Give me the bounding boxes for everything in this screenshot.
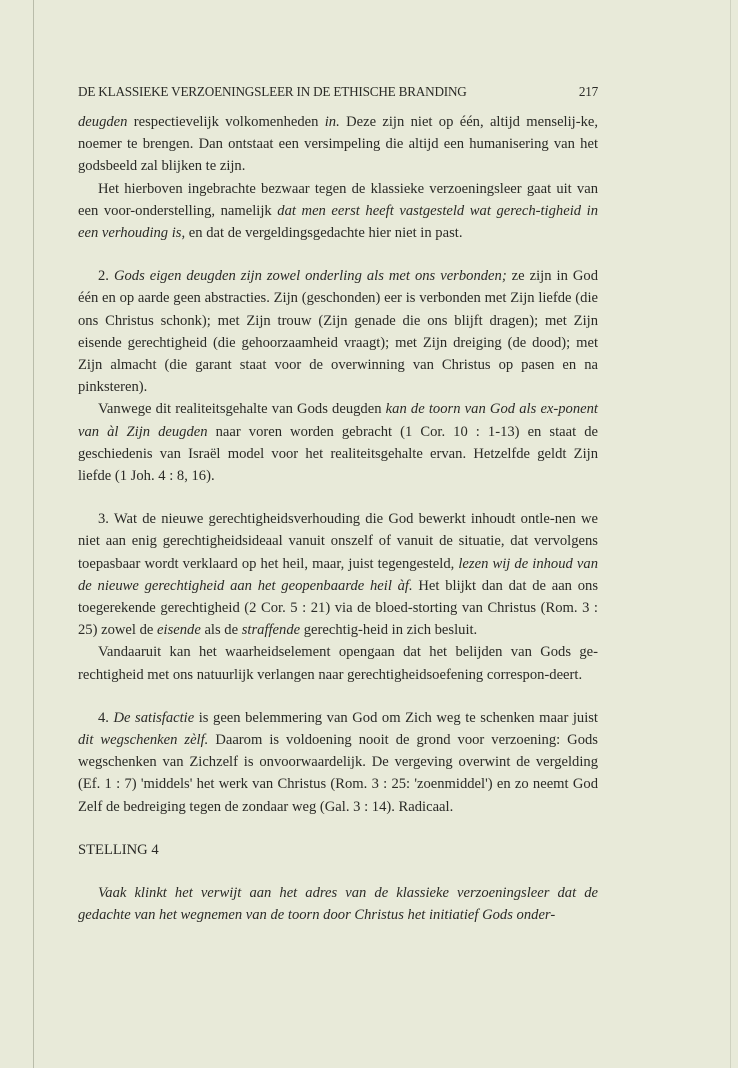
paragraph-1-italic-2: in. (324, 114, 340, 130)
section-gap (78, 861, 598, 882)
paragraph-6-text-1: Vandaaruit kan het waarheidselement opengaan dat het belijden van Gods ge-rechtigheid met ons natuurlijk verlangen naar gerechtigheidsoefening correspon-deert. (78, 644, 598, 683)
paragraph-3-italic-1: Gods eigen deugden zijn zowel onderling als met ons verbonden; (113, 268, 507, 285)
paragraph-4-text-1: Vanwege dit realiteitsgehalte van Gods deugden (98, 401, 386, 418)
paragraph-7-text-2: is geen belemmering van God om Zich weg te schenken maar juist (194, 709, 598, 726)
paragraph-2-text-1: Het hierboven ingebrachte bezwaar tegen de klassieke verzoeningsleer gaat uit van een voor-onderstelling, namelijk (78, 180, 598, 219)
paragraph-6 (78, 641, 598, 685)
paragraph-5-italic-1: lezen wij de inhoud van de nieuwe gerechtigheid aan het geopenbaarde heil àf. (78, 555, 598, 594)
paragraph-1-text-1: respectievelijk volkomenheden (127, 114, 325, 130)
page-edge-left (33, 0, 34, 1068)
paragraph-3 (78, 265, 598, 398)
paragraph-3-text-1: 2. (98, 268, 114, 285)
paragraph-4 (78, 398, 598, 487)
paragraph-2 (78, 178, 598, 245)
paragraph-8 (78, 882, 598, 926)
paragraph-8-italic-1: Vaak klinkt het verwijt aan het adres van de klassieke verzoeningsleer dat de gedachte van het wegnemen van de toorn door Christus het initiatief Gods onder- (78, 884, 598, 924)
paragraph-5 (78, 508, 598, 641)
section-heading: STELLING 4 (78, 841, 159, 858)
section-gap (78, 244, 598, 265)
paragraph-7-italic-1: De satisfactie (113, 709, 195, 726)
paragraph-4-italic-1: kan de toorn van God als ex-ponent van àl Zijn deugden (78, 401, 598, 440)
page-number: 217 (578, 84, 598, 99)
paragraph-1-italic-1: deugden (78, 114, 128, 130)
paragraph-5-italic-3: straffende (241, 622, 301, 639)
paragraph-1 (78, 111, 598, 178)
paragraph-1-text-2: Deze zijn niet op één, altijd menselij-ke, noemer te brengen. Dan ontstaat een versimpeling die altijd een humanisering van het godsbeeld zal blijken te zijn. (78, 114, 599, 175)
paragraph-5-italic-2: eisende (157, 622, 201, 639)
paragraph-5-text-1: 3. Wat de nieuwe gerechtigheidsverhouding die God bewerkt inhoudt ontle-nen we niet aan enig gerechtigheidsideaal vanuit onszelf of vanuit de situatie, dat vervolgens toepasbaar wordt verklaard op het heil, maar, juist tegengesteld, (78, 511, 598, 572)
paragraph-7-text-3: Daarom is voldoening nooit de grond voor verzoening: Gods wegschenken van Zichzelf is onvoorwaardelijk. De vergeving overwint de vergelding (Ef. 1 : 7) 'middels' het werk van Christus (Rom. 3 : 25: 'zoenmiddel') en zo neemt God Zelf de bedreiging tegen de zondaar weg (Gal. 3 : 14). Radicaal. (78, 732, 598, 815)
book-page (78, 84, 598, 926)
page-edge-right (730, 0, 731, 1068)
paragraph-7-italic-2: dit wegschenken zèlf. (78, 732, 209, 749)
running-title: DE KLASSIEKE VERZOENINGSLEER IN DE ETHISCHE BRANDING (78, 84, 467, 99)
paragraph-2-text-2: en dat de vergeldingsgedachte hier niet in past. (185, 225, 463, 242)
running-head (78, 84, 598, 100)
paragraph-7 (78, 707, 598, 818)
section-gap (78, 487, 598, 508)
section-gap (78, 686, 598, 707)
section-gap (78, 818, 598, 839)
paragraph-4-text-2: naar voren worden gebracht (1 Cor. 10 : 1-13) en staat de geschiedenis van Israël model voor het realiteitsgehalte ervan. Hetzelfde geldt Zijn liefde (1 Joh. 4 : 8, 16). (78, 423, 598, 485)
paragraph-5-text-4: gerechtig-heid in zich besluit. (300, 622, 478, 639)
paragraph-5-text-3: als de (200, 622, 242, 639)
paragraph-2-italic-1: dat men eerst heeft vastgesteld wat gerech-tigheid in een verhouding is, (78, 202, 598, 242)
paragraph-3-text-2: ze zijn in God één en op aarde geen abstracties. Zijn (geschonden) eer is verbonden met Zijn liefde (die ons Christus schonk); met Zijn trouw (Zijn genade die ons blijft dragen); met Zijn eisende gerechtigheid (die gehoorzaamheid vraagt); met Zijn dreiging (de dood); met Zijn almacht (die garant staat voor de overwinning van Christus op pasen en na pinksteren). (78, 268, 598, 396)
paragraph-5-text-2: Het blijkt dan dat de aan ons toegerekende gerechtigheid (2 Cor. 5 : 21) via de bloed-storting van Christus (Rom. 3 : 25) zowel de (78, 577, 598, 639)
paragraph-7-text-1: 4. (98, 709, 114, 726)
